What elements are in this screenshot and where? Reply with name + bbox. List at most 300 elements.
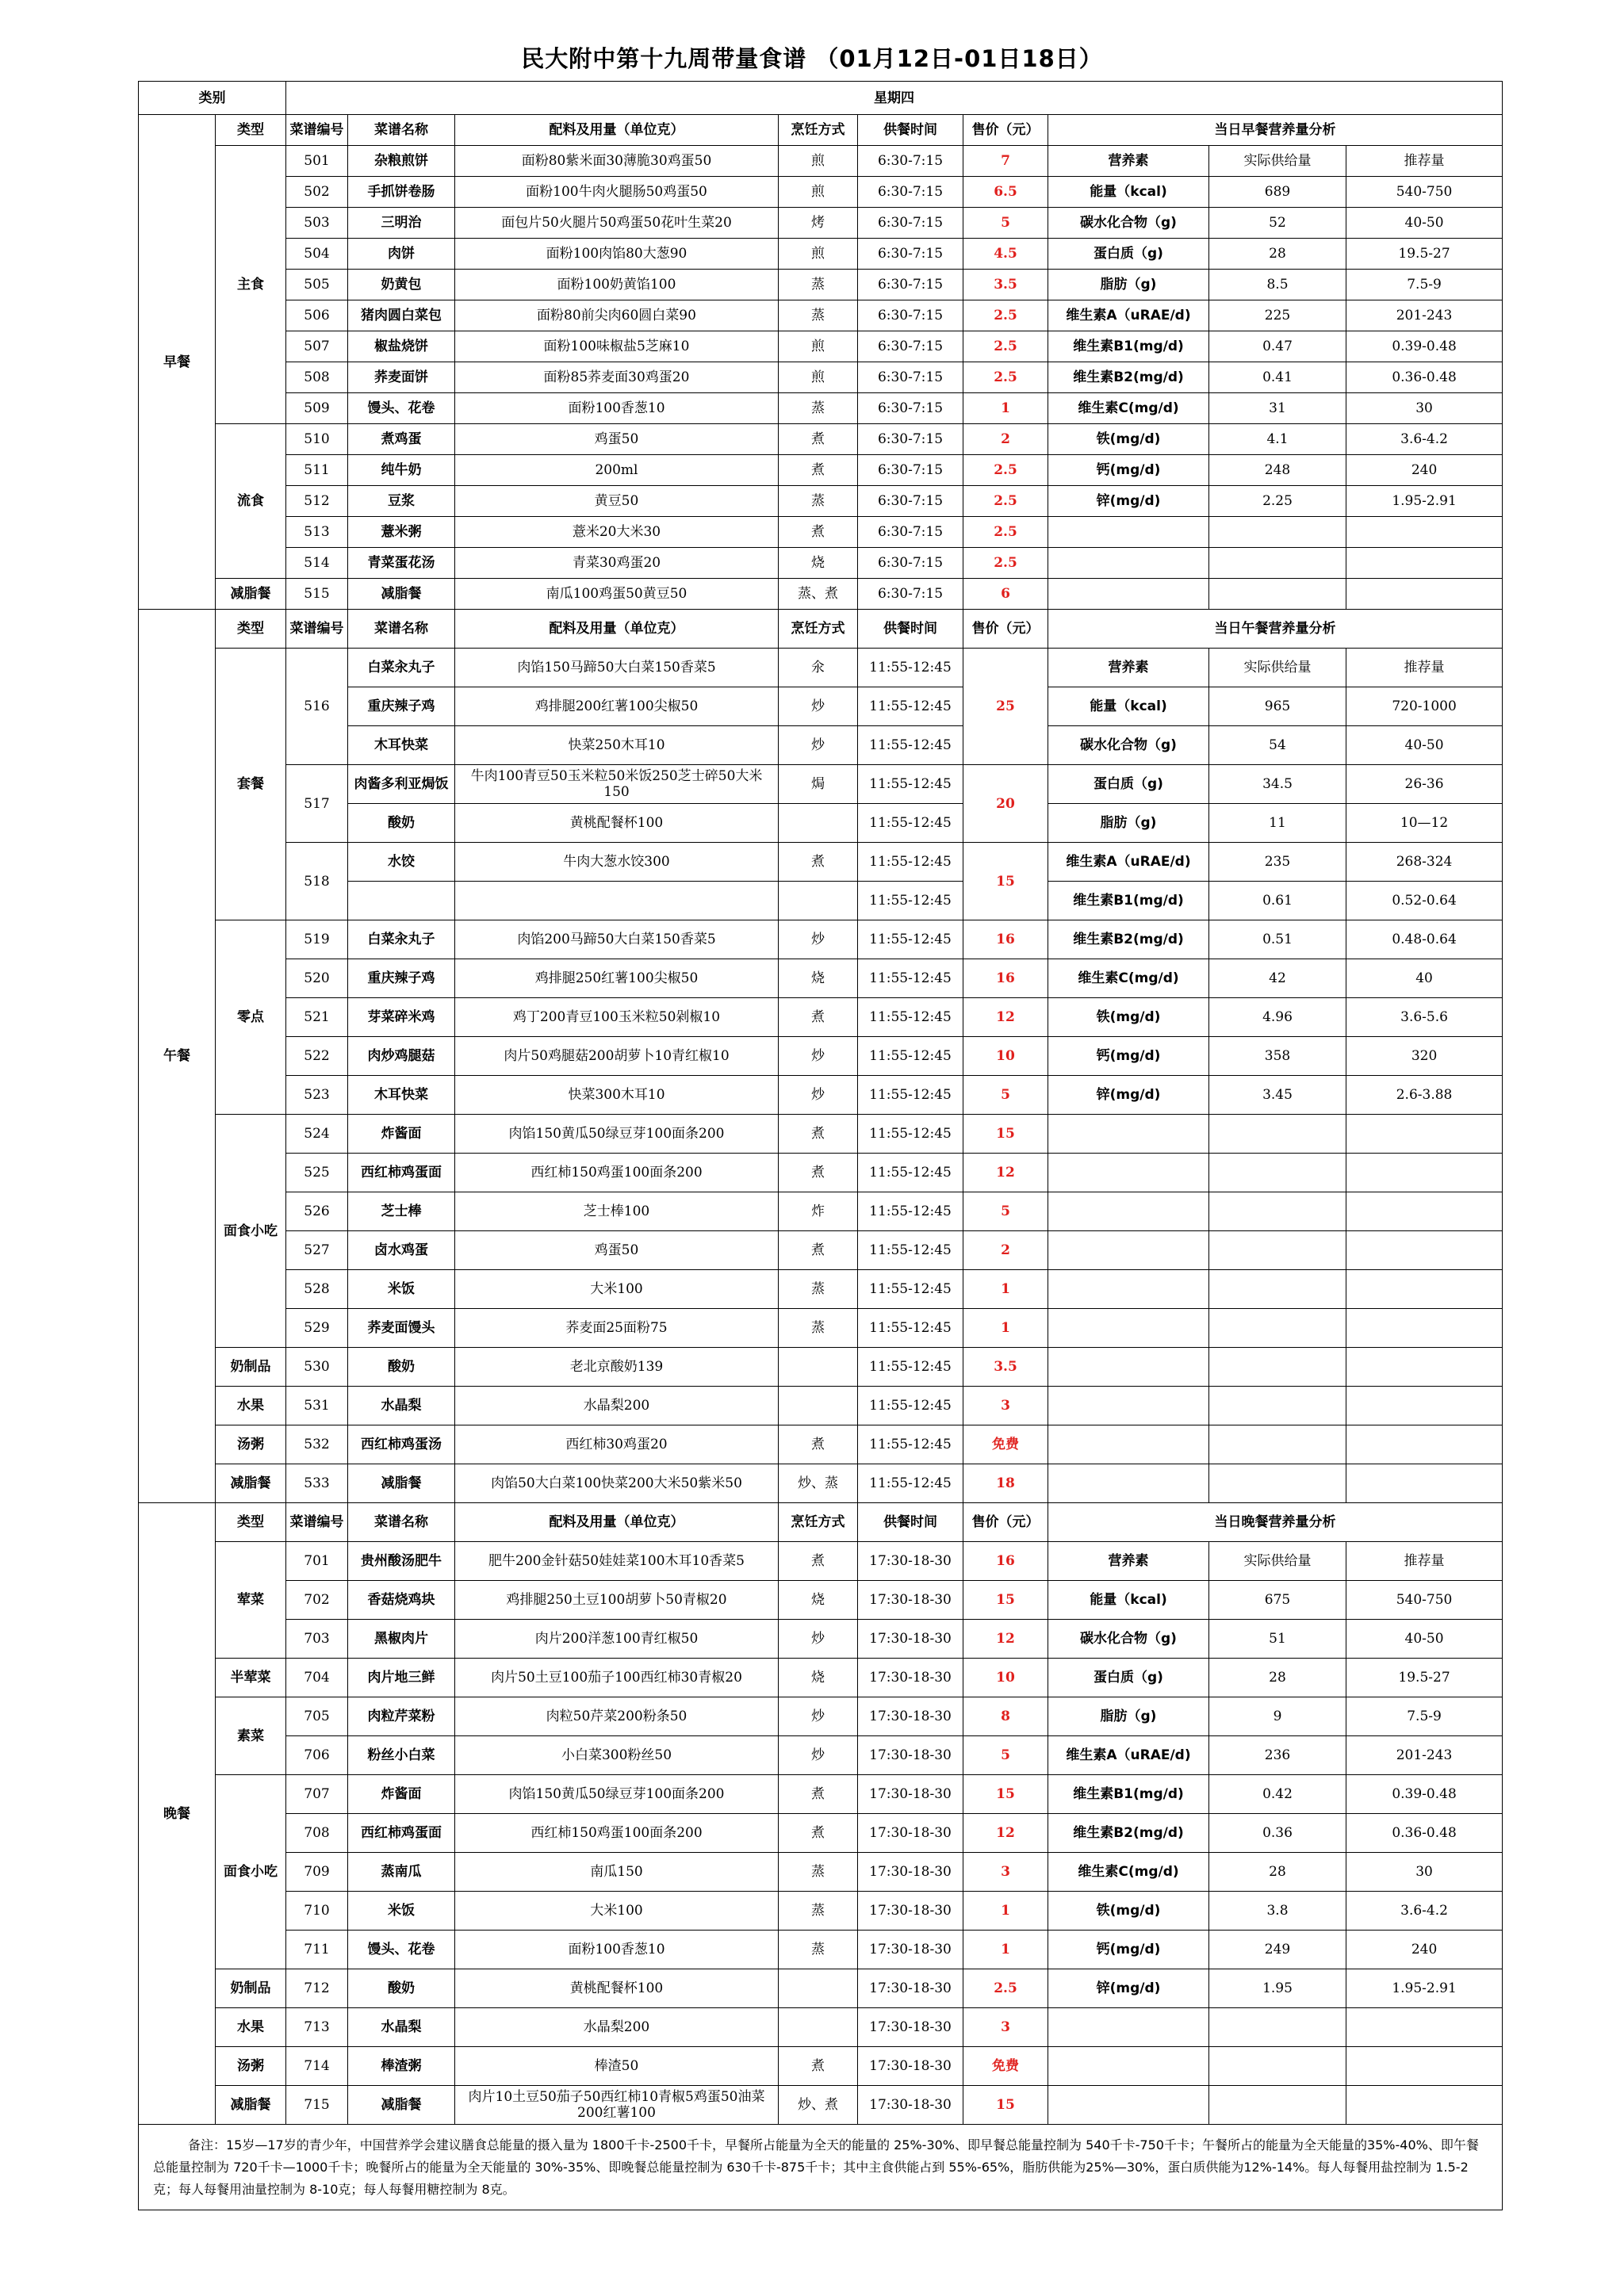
nutrient-recommended: 201-243 — [1346, 1736, 1503, 1775]
cooking-method: 焗 — [779, 765, 858, 804]
cooking-method: 煮 — [779, 1814, 858, 1853]
nutrient-name: 维生素C(mg/d) — [1048, 959, 1209, 998]
cooking-method: 煮 — [779, 1542, 858, 1581]
serving-time: 17:30-18-30 — [858, 2086, 963, 2125]
dish-price: 1 — [963, 1270, 1048, 1309]
serving-time: 11:55-12:45 — [858, 1348, 963, 1387]
nutrient-name: 铁(mg/d) — [1048, 998, 1209, 1037]
cooking-method: 烧 — [779, 1659, 858, 1697]
dish-ingredients: 肉片50土豆100茄子100西红柿30青椒20 — [455, 1659, 779, 1697]
nutrient-actual: 358 — [1209, 1037, 1346, 1076]
nutrient-name: 铁(mg/d) — [1048, 1892, 1209, 1931]
dish-name: 西红柿鸡蛋汤 — [348, 1425, 455, 1464]
dish-ingredients: 肉馅150马蹄50大白菜150香菜5 — [455, 649, 779, 687]
nutrient-recommended: 30 — [1346, 1853, 1503, 1892]
dish-name: 重庆辣子鸡 — [348, 687, 455, 726]
dish-price: 2.5 — [963, 486, 1048, 517]
nutrient-name: 维生素A（uRAE/d) — [1048, 1736, 1209, 1775]
category-header: 类别 — [139, 82, 286, 115]
nutrient-name: 锌(mg/d) — [1048, 1076, 1209, 1115]
dish-name: 粉丝小白菜 — [348, 1736, 455, 1775]
dish-code: 701 — [286, 1542, 348, 1581]
nutrient-recommended: 240 — [1346, 1931, 1503, 1969]
dish-price: 15 — [963, 1581, 1048, 1620]
cooking-method — [779, 804, 858, 843]
nutrient-recommended: 0.39-0.48 — [1346, 1775, 1503, 1814]
col-header-type: 类型 — [216, 1503, 286, 1542]
meal-label-breakfast: 早餐 — [139, 115, 216, 610]
cooking-method — [779, 882, 858, 920]
empty-cell — [1209, 1387, 1346, 1425]
dish-price: 4.5 — [963, 239, 1048, 270]
nutrient-recommended: 540-750 — [1346, 1581, 1503, 1620]
dish-code: 510 — [286, 424, 348, 455]
dish-ingredients: 肉馅150黄瓜50绿豆芽100面条200 — [455, 1775, 779, 1814]
table-row — [139, 517, 1503, 548]
nutrient-name: 钙(mg/d) — [1048, 1931, 1209, 1969]
nutrient-actual: 51 — [1209, 1620, 1346, 1659]
analysis-title: 当日晚餐营养量分析 — [1048, 1503, 1503, 1542]
category-label: 水果 — [216, 2008, 286, 2047]
dish-name: 黑椒肉片 — [348, 1620, 455, 1659]
col-header-ingredients: 配料及用量（单位克） — [455, 610, 779, 649]
footnote — [139, 2125, 1503, 2210]
category-label: 面食小吃 — [216, 1115, 286, 1348]
nutrient-actual: 0.41 — [1209, 362, 1346, 393]
table-row — [139, 208, 1503, 239]
nutrient-name: 维生素B2(mg/d) — [1048, 362, 1209, 393]
empty-cell — [1209, 1464, 1346, 1503]
dish-ingredients: 牛肉大葱水饺300 — [455, 843, 779, 882]
nutrient-recommended: 40-50 — [1346, 726, 1503, 765]
empty-cell — [1346, 2047, 1503, 2086]
dish-name: 减脂餐 — [348, 2086, 455, 2125]
empty-cell — [1346, 1387, 1503, 1425]
table-row — [139, 1231, 1503, 1270]
nutrient-recommended: 0.48-0.64 — [1346, 920, 1503, 959]
dish-price: 3 — [963, 1387, 1048, 1425]
serving-time: 11:55-12:45 — [858, 920, 963, 959]
dish-ingredients: 鸡丁200青豆100玉米粒50剁椒10 — [455, 998, 779, 1037]
dish-code: 511 — [286, 455, 348, 486]
empty-cell — [1346, 1192, 1503, 1231]
serving-time: 17:30-18-30 — [858, 1542, 963, 1581]
serving-time: 17:30-18-30 — [858, 1775, 963, 1814]
nutrient-name: 维生素B1(mg/d) — [1048, 331, 1209, 362]
serving-time: 11:55-12:45 — [858, 804, 963, 843]
cooking-method: 蒸 — [779, 1931, 858, 1969]
dish-code: 515 — [286, 579, 348, 610]
nutrient-recommended: 40 — [1346, 959, 1503, 998]
table-row — [139, 1853, 1503, 1892]
table-row — [139, 424, 1503, 455]
dish-code: 710 — [286, 1892, 348, 1931]
dish-ingredients: 牛肉100青豆50玉米粒50米饭250芝士碎50大米150 — [455, 765, 779, 804]
dish-ingredients: 面粉100肉馅80大葱90 — [455, 239, 779, 270]
table-row — [139, 300, 1503, 331]
serving-time: 11:55-12:45 — [858, 1154, 963, 1192]
dish-price: 12 — [963, 998, 1048, 1037]
serving-time: 6:30-7:15 — [858, 517, 963, 548]
dish-price: 2 — [963, 424, 1048, 455]
dish-price: 15 — [963, 1115, 1048, 1154]
serving-time: 6:30-7:15 — [858, 362, 963, 393]
cooking-method: 煮 — [779, 998, 858, 1037]
cooking-method: 蒸 — [779, 270, 858, 300]
nutrient-recommended: 推荐量 — [1346, 146, 1503, 177]
nutrient-recommended: 320 — [1346, 1037, 1503, 1076]
table-row — [139, 486, 1503, 517]
table-row — [139, 82, 1503, 115]
nutrient-name: 维生素C(mg/d) — [1048, 1853, 1209, 1892]
nutrient-actual: 225 — [1209, 300, 1346, 331]
nutrient-actual: 实际供给量 — [1209, 146, 1346, 177]
category-label: 减脂餐 — [216, 579, 286, 610]
nutrient-actual: 实际供给量 — [1209, 649, 1346, 687]
col-header-name: 菜谱名称 — [348, 610, 455, 649]
cooking-method — [779, 1969, 858, 2008]
dish-name: 杂粮煎饼 — [348, 146, 455, 177]
nutrient-recommended: 0.36-0.48 — [1346, 1814, 1503, 1853]
dish-name: 椒盐烧饼 — [348, 331, 455, 362]
dish-price: 2 — [963, 1231, 1048, 1270]
nutrient-recommended: 推荐量 — [1346, 649, 1503, 687]
cooking-method: 煮 — [779, 517, 858, 548]
table-row — [139, 1697, 1503, 1736]
table-row — [139, 1425, 1503, 1464]
dish-ingredients: 鸡蛋50 — [455, 424, 779, 455]
cooking-method: 煮 — [779, 424, 858, 455]
table-row — [139, 1581, 1503, 1620]
cooking-method — [779, 2008, 858, 2047]
dish-ingredients: 面粉100香葱10 — [455, 393, 779, 424]
nutrient-name: 碳水化合物（g) — [1048, 726, 1209, 765]
dish-name: 荞麦面馒头 — [348, 1309, 455, 1348]
dish-price: 6 — [963, 579, 1048, 610]
col-header-price: 售价（元） — [963, 610, 1048, 649]
dish-ingredients — [455, 882, 779, 920]
cooking-method: 蒸 — [779, 1270, 858, 1309]
nutrient-name: 能量（kcal) — [1048, 177, 1209, 208]
nutrient-name: 能量（kcal) — [1048, 687, 1209, 726]
empty-cell — [1209, 1348, 1346, 1387]
nutrient-actual: 689 — [1209, 177, 1346, 208]
analysis-title: 当日早餐营养量分析 — [1048, 115, 1503, 146]
serving-time: 17:30-18-30 — [858, 1697, 963, 1736]
cooking-method: 煎 — [779, 331, 858, 362]
empty-cell — [1209, 579, 1346, 610]
dish-name: 西红柿鸡蛋面 — [348, 1154, 455, 1192]
nutrient-name: 脂肪（g) — [1048, 270, 1209, 300]
nutrient-name: 蛋白质（g) — [1048, 765, 1209, 804]
nutrient-recommended: 0.39-0.48 — [1346, 331, 1503, 362]
serving-time: 11:55-12:45 — [858, 1076, 963, 1115]
empty-cell — [1209, 1192, 1346, 1231]
cooking-method: 煮 — [779, 843, 858, 882]
serving-time: 11:55-12:45 — [858, 1270, 963, 1309]
dish-name: 蒸南瓜 — [348, 1853, 455, 1892]
dish-price: 12 — [963, 1620, 1048, 1659]
table-row — [139, 2008, 1503, 2047]
nutrient-actual: 3.45 — [1209, 1076, 1346, 1115]
dish-ingredients: 水晶梨200 — [455, 1387, 779, 1425]
serving-time: 17:30-18-30 — [858, 1814, 963, 1853]
cooking-method: 烤 — [779, 208, 858, 239]
nutrient-name: 锌(mg/d) — [1048, 1969, 1209, 2008]
col-header-time: 供餐时间 — [858, 115, 963, 146]
serving-time: 6:30-7:15 — [858, 579, 963, 610]
table-row — [139, 455, 1503, 486]
col-header-cooking: 烹饪方式 — [779, 1503, 858, 1542]
serving-time: 17:30-18-30 — [858, 2008, 963, 2047]
table-row — [139, 649, 1503, 687]
nutrient-actual: 249 — [1209, 1931, 1346, 1969]
nutrient-actual: 0.47 — [1209, 331, 1346, 362]
dish-code: 714 — [286, 2047, 348, 2086]
serving-time: 6:30-7:15 — [858, 486, 963, 517]
empty-cell — [1209, 1309, 1346, 1348]
dish-name: 荞麦面饼 — [348, 362, 455, 393]
nutrient-name: 营养素 — [1048, 649, 1209, 687]
dish-code: 713 — [286, 2008, 348, 2047]
category-label: 荤菜 — [216, 1542, 286, 1659]
empty-cell — [1048, 1348, 1209, 1387]
dish-code: 502 — [286, 177, 348, 208]
serving-time: 6:30-7:15 — [858, 393, 963, 424]
dish-ingredients: 南瓜100鸡蛋50黄豆50 — [455, 579, 779, 610]
table-row — [139, 1542, 1503, 1581]
cooking-method: 蒸 — [779, 1853, 858, 1892]
cooking-method: 煎 — [779, 146, 858, 177]
serving-time: 11:55-12:45 — [858, 1309, 963, 1348]
dish-price: 1 — [963, 1931, 1048, 1969]
dish-name: 酸奶 — [348, 1969, 455, 2008]
empty-cell — [1048, 579, 1209, 610]
nutrient-name: 脂肪（g) — [1048, 1697, 1209, 1736]
serving-time: 17:30-18-30 — [858, 1581, 963, 1620]
dish-name: 木耳快菜 — [348, 726, 455, 765]
dish-name: 手抓饼卷肠 — [348, 177, 455, 208]
col-header-time: 供餐时间 — [858, 1503, 963, 1542]
empty-cell — [1209, 1115, 1346, 1154]
dish-price: 16 — [963, 1542, 1048, 1581]
dish-ingredients: 肉片10土豆50茄子50西红柿10青椒5鸡蛋50油菜200红薯100 — [455, 2086, 779, 2125]
dish-ingredients: 鸡蛋50 — [455, 1231, 779, 1270]
dish-price: 1 — [963, 393, 1048, 424]
dish-name: 芽菜碎米鸡 — [348, 998, 455, 1037]
dish-name — [348, 882, 455, 920]
dish-price: 3 — [963, 1853, 1048, 1892]
dish-code: 709 — [286, 1853, 348, 1892]
col-header-code: 菜谱编号 — [286, 1503, 348, 1542]
dish-code: 531 — [286, 1387, 348, 1425]
empty-cell — [1048, 517, 1209, 548]
nutrient-actual: 52 — [1209, 208, 1346, 239]
dish-ingredients: 面粉85荞麦面30鸡蛋20 — [455, 362, 779, 393]
nutrient-actual: 34.5 — [1209, 765, 1346, 804]
dish-ingredients: 鸡排腿200红薯100尖椒50 — [455, 687, 779, 726]
table-row — [139, 998, 1503, 1037]
dish-price: 10 — [963, 1037, 1048, 1076]
dish-price: 3 — [963, 2008, 1048, 2047]
serving-time: 6:30-7:15 — [858, 146, 963, 177]
nutrient-recommended: 3.6-4.2 — [1346, 1892, 1503, 1931]
nutrient-actual: 28 — [1209, 1853, 1346, 1892]
nutrient-actual: 31 — [1209, 393, 1346, 424]
empty-cell — [1346, 1309, 1503, 1348]
dish-name: 肉饼 — [348, 239, 455, 270]
table-row — [139, 270, 1503, 300]
col-header-name: 菜谱名称 — [348, 115, 455, 146]
dish-code: 702 — [286, 1581, 348, 1620]
category-label: 主食 — [216, 146, 286, 424]
dish-ingredients: 青菜30鸡蛋20 — [455, 548, 779, 579]
col-header-type: 类型 — [216, 610, 286, 649]
cooking-method: 煎 — [779, 362, 858, 393]
col-header-code: 菜谱编号 — [286, 115, 348, 146]
cooking-method: 煮 — [779, 455, 858, 486]
cooking-method: 煮 — [779, 1154, 858, 1192]
serving-time: 11:55-12:45 — [858, 765, 963, 804]
category-label: 流食 — [216, 424, 286, 579]
dish-ingredients: 鸡排腿250红薯100尖椒50 — [455, 959, 779, 998]
nutrient-actual: 236 — [1209, 1736, 1346, 1775]
nutrient-recommended: 3.6-5.6 — [1346, 998, 1503, 1037]
dish-name: 薏米粥 — [348, 517, 455, 548]
nutrient-actual: 9 — [1209, 1697, 1346, 1736]
dish-code: 711 — [286, 1931, 348, 1969]
category-label: 汤粥 — [216, 1425, 286, 1464]
serving-time: 11:55-12:45 — [858, 687, 963, 726]
nutrient-recommended: 1.95-2.91 — [1346, 1969, 1503, 2008]
col-header-cooking: 烹饪方式 — [779, 115, 858, 146]
nutrient-recommended: 3.6-4.2 — [1346, 424, 1503, 455]
dish-price: 18 — [963, 1464, 1048, 1503]
nutrient-name: 维生素A（uRAE/d) — [1048, 843, 1209, 882]
nutrient-recommended: 0.52-0.64 — [1346, 882, 1503, 920]
dish-code: 526 — [286, 1192, 348, 1231]
nutrient-actual: 54 — [1209, 726, 1346, 765]
dish-ingredients: 面包片50火腿片50鸡蛋50花叶生菜20 — [455, 208, 779, 239]
dish-ingredients: 面粉100牛肉火腿肠50鸡蛋50 — [455, 177, 779, 208]
nutrient-name: 营养素 — [1048, 146, 1209, 177]
dish-code: 528 — [286, 1270, 348, 1309]
dish-code: 715 — [286, 2086, 348, 2125]
col-header-price: 售价（元） — [963, 1503, 1048, 1542]
nutrient-recommended: 19.5-27 — [1346, 1659, 1503, 1697]
dish-price: 2.5 — [963, 548, 1048, 579]
table-row — [139, 1969, 1503, 2008]
cooking-method: 蒸、煮 — [779, 579, 858, 610]
serving-time: 17:30-18-30 — [858, 1931, 963, 1969]
dish-price: 1 — [963, 1309, 1048, 1348]
nutrient-actual: 3.8 — [1209, 1892, 1346, 1931]
nutrient-name: 锌(mg/d) — [1048, 486, 1209, 517]
table-row — [139, 146, 1503, 177]
serving-time: 17:30-18-30 — [858, 1620, 963, 1659]
nutrient-actual: 4.96 — [1209, 998, 1346, 1037]
table-row — [139, 1659, 1503, 1697]
serving-time: 17:30-18-30 — [858, 2047, 963, 2086]
nutrient-recommended: 19.5-27 — [1346, 239, 1503, 270]
dish-code: 523 — [286, 1076, 348, 1115]
menu-table — [138, 81, 1503, 2210]
dish-price: 2.5 — [963, 455, 1048, 486]
dish-ingredients: 鸡排腿250土豆100胡萝卜50青椒20 — [455, 1581, 779, 1620]
dish-code: 705 — [286, 1697, 348, 1736]
serving-time: 6:30-7:15 — [858, 177, 963, 208]
nutrient-actual: 42 — [1209, 959, 1346, 998]
nutrient-name: 钙(mg/d) — [1048, 1037, 1209, 1076]
table-row — [139, 1154, 1503, 1192]
dish-ingredients: 面粉100味椒盐5芝麻10 — [455, 331, 779, 362]
table-row — [139, 1037, 1503, 1076]
table-row — [139, 239, 1503, 270]
cooking-method: 炒 — [779, 726, 858, 765]
analysis-title: 当日午餐营养量分析 — [1048, 610, 1503, 649]
serving-time: 6:30-7:15 — [858, 270, 963, 300]
table-row — [139, 1620, 1503, 1659]
table-row — [139, 1387, 1503, 1425]
dish-code: 707 — [286, 1775, 348, 1814]
table-row — [139, 579, 1503, 610]
nutrient-recommended: 268-324 — [1346, 843, 1503, 882]
nutrient-actual: 28 — [1209, 239, 1346, 270]
dish-ingredients: 肉馅200马蹄50大白菜150香菜5 — [455, 920, 779, 959]
dish-code: 501 — [286, 146, 348, 177]
dish-code: 509 — [286, 393, 348, 424]
dish-name: 减脂餐 — [348, 579, 455, 610]
empty-cell — [1346, 1425, 1503, 1464]
dish-code: 532 — [286, 1425, 348, 1464]
nutrient-actual: 0.42 — [1209, 1775, 1346, 1814]
dish-code: 708 — [286, 1814, 348, 1853]
dish-price: 5 — [963, 1736, 1048, 1775]
dish-price: 2.5 — [963, 300, 1048, 331]
cooking-method: 烧 — [779, 959, 858, 998]
dish-name: 棒渣粥 — [348, 2047, 455, 2086]
dish-ingredients: 肉片50鸡腿菇200胡萝卜10青红椒10 — [455, 1037, 779, 1076]
serving-time: 11:55-12:45 — [858, 726, 963, 765]
dish-code: 530 — [286, 1348, 348, 1387]
table-row — [139, 1736, 1503, 1775]
cooking-method: 煎 — [779, 239, 858, 270]
dish-ingredients: 薏米20大米30 — [455, 517, 779, 548]
nutrient-actual: 28 — [1209, 1659, 1346, 1697]
cooking-method: 烧 — [779, 548, 858, 579]
empty-cell — [1048, 1192, 1209, 1231]
serving-time: 11:55-12:45 — [858, 1192, 963, 1231]
dish-code: 505 — [286, 270, 348, 300]
table-row — [139, 548, 1503, 579]
col-header-price: 售价（元） — [963, 115, 1048, 146]
dish-price: 15 — [963, 843, 1048, 920]
empty-cell — [1346, 1464, 1503, 1503]
table-row — [139, 1775, 1503, 1814]
empty-cell — [1346, 548, 1503, 579]
dish-price: 免费 — [963, 1425, 1048, 1464]
dish-price: 12 — [963, 1814, 1048, 1853]
dish-ingredients: 水晶梨200 — [455, 2008, 779, 2047]
dish-ingredients: 快菜250木耳10 — [455, 726, 779, 765]
dish-ingredients: 肥牛200金针菇50娃娃菜100木耳10香菜5 — [455, 1542, 779, 1581]
cooking-method: 氽 — [779, 649, 858, 687]
dish-ingredients: 200ml — [455, 455, 779, 486]
nutrient-recommended: 7.5-9 — [1346, 270, 1503, 300]
table-row — [139, 115, 1503, 146]
empty-cell — [1209, 1270, 1346, 1309]
cooking-method: 煎 — [779, 177, 858, 208]
